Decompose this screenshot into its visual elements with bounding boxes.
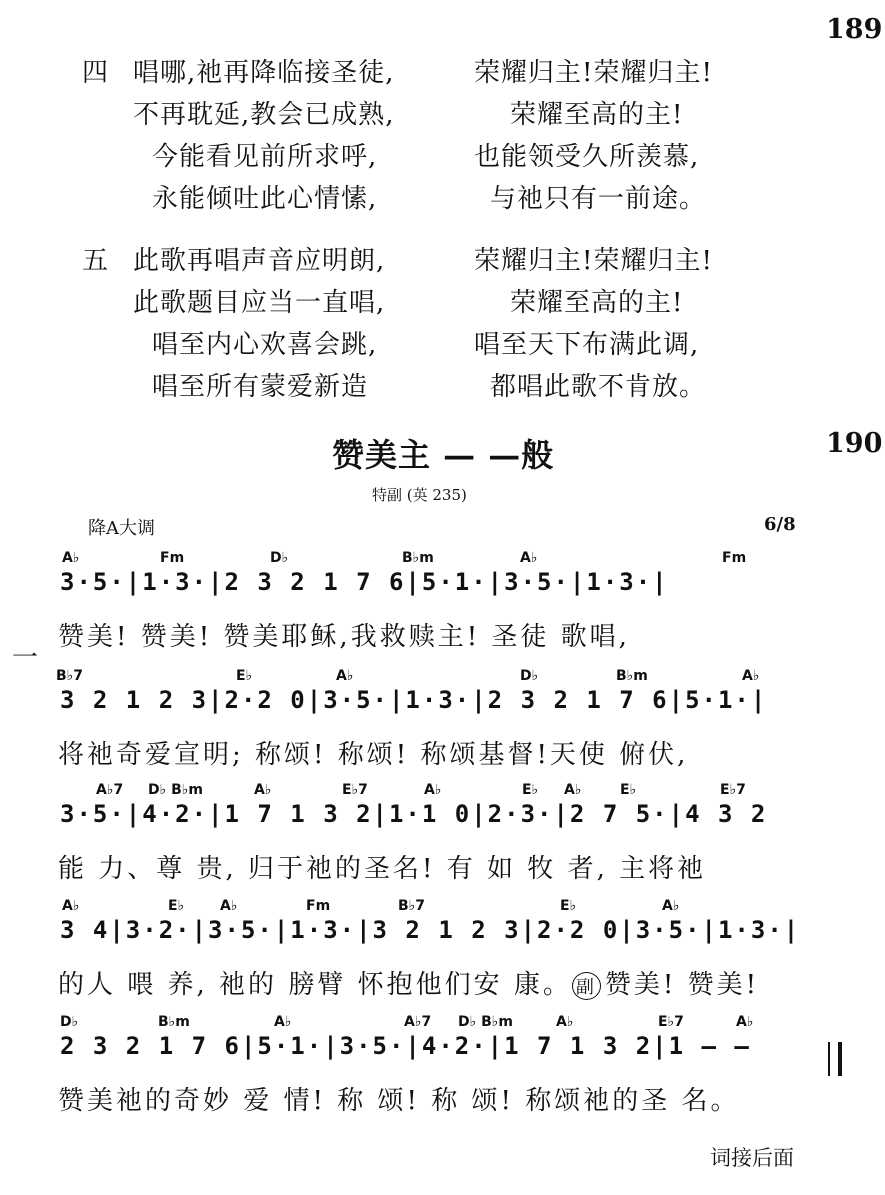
chord-symbol: A♭ [556, 1014, 574, 1030]
chord-symbol: Fm [306, 898, 331, 914]
verse4-left-1: 唱哪,祂再降临接圣徒, [133, 58, 395, 88]
chord-symbol: E♭ [236, 668, 253, 684]
final-barline [828, 1042, 842, 1076]
verse5-right-2: 荣耀至高的主! [510, 288, 684, 318]
chord-symbol: D♭ [270, 550, 289, 566]
verse4-right-4: 与祂只有一前途。 [490, 184, 707, 214]
chord-symbol: A♭ [336, 668, 354, 684]
chord-symbol: A♭ [254, 782, 272, 798]
chord-symbol: A♭ [736, 1014, 754, 1030]
refrain-start: 赞美! 赞美! [604, 970, 760, 1000]
hymn-title: 赞美主 — —般 [332, 436, 555, 474]
note-line: 2 3 2 1 7 6|5·1·|3·5·|4·2·|1 7 1 3 2|1 — — [60, 1032, 751, 1060]
score-row-2 [56, 668, 840, 778]
chord-symbol: A♭ [62, 550, 80, 566]
verse5-right-3: 唱至天下布满此调, [474, 330, 700, 360]
time-signature: 6/8 [764, 514, 796, 535]
note-line: 3 2 1 2 3|2·2 0|3·5·|1·3·|2 3 2 1 7 6|5·1·| [60, 686, 768, 714]
lyric-line: 赞美! 赞美! 赞美耶稣,我救赎主! 圣徒 歌唱, [58, 622, 630, 652]
verse5-right-1: 荣耀归主!荣耀归主! [474, 246, 713, 276]
verse5-left-1: 此歌再唱声音应明朗, [133, 246, 386, 276]
score-row-5 [60, 1014, 840, 1124]
note-line: 3·5·|4·2·|1 7 1 3 2|1·1 0|2·3·|2 7 5·|4 3 2 [60, 800, 768, 828]
note-line: 3 4|3·2·|3·5·|1·3·|3 2 1 2 3|2·2 0|3·5·|1·3·| [60, 916, 801, 944]
verse4-right-2: 荣耀至高的主! [510, 100, 684, 130]
score-row-1 [60, 550, 840, 660]
chord-symbol: A♭7 [96, 782, 124, 798]
chord-symbol: A♭ [424, 782, 442, 798]
verse5-right-4: 都唱此歌不肯放。 [490, 372, 707, 402]
chord-symbol: E♭ [168, 898, 185, 914]
chord-symbol: A♭ [220, 898, 238, 914]
chord-symbol: E♭7 [342, 782, 368, 798]
score-row-3 [60, 782, 840, 892]
verse4-right-3: 也能领受久所羡慕, [474, 142, 700, 172]
chord-symbol: A♭ [742, 668, 760, 684]
refrain-mark: 副 [572, 972, 601, 1000]
chord-symbol: B♭m [158, 1014, 190, 1030]
verse-number-5: 五 [82, 246, 110, 276]
lyric-line: 能 力、尊 贵, 归于祂的圣名! 有 如 牧 者, 主将祂 [58, 854, 707, 884]
chord-symbol: D♭ B♭m [148, 782, 203, 798]
hymn-number: 190 [826, 428, 883, 459]
verse4-left-2: 不再耽延,教会已成熟, [133, 100, 395, 130]
chord-symbol: Fm [160, 550, 185, 566]
chord-symbol: E♭7 [658, 1014, 684, 1030]
key-signature: 降A大调 [88, 518, 155, 539]
verse-dash: 一 [12, 643, 39, 673]
verse4-left-3: 今能看见前所求呼, [152, 142, 378, 172]
note-line: 3·5·|1·3·|2 3 2 1 7 6|5·1·|3·5·|1·3·| [60, 568, 669, 596]
page-number: 189 [826, 14, 883, 45]
verse4-right-1: 荣耀归主!荣耀归主! [474, 58, 713, 88]
footer-note: 词接后面 [710, 1146, 794, 1170]
verse4-left-4: 永能倾吐此心情愫, [152, 184, 378, 214]
lyric-line: 将祂奇爱宣明; 称颂! 称颂! 称颂基督!天使 俯伏, [58, 740, 689, 770]
chord-symbol: E♭ [522, 782, 539, 798]
verse5-left-2: 此歌题目应当一直唱, [133, 288, 386, 318]
chord-symbol: E♭ [620, 782, 637, 798]
chord-symbol: A♭ [62, 898, 80, 914]
chord-symbol: D♭ [520, 668, 539, 684]
chord-symbol: A♭ [274, 1014, 292, 1030]
verse5-left-4: 唱至所有蒙爱新造 [152, 372, 369, 402]
chord-symbol: B♭m [616, 668, 648, 684]
chord-symbol: B♭7 [56, 668, 84, 684]
lyric-line [58, 964, 759, 1001]
lyric-line: 赞美祂的奇妙 爱 情! 称 颂! 称 颂! 称颂祂的圣 名。 [58, 1086, 740, 1116]
verse5-left-3: 唱至内心欢喜会跳, [152, 330, 378, 360]
chord-symbol: A♭ [564, 782, 582, 798]
chord-symbol: D♭ B♭m [458, 1014, 513, 1030]
chord-symbol: D♭ [60, 1014, 79, 1030]
chord-symbol: B♭7 [398, 898, 426, 914]
hymn-subtitle: 特副 (英 235) [372, 486, 467, 504]
verse-number-4: 四 [82, 58, 110, 88]
chord-symbol: A♭ [662, 898, 680, 914]
chord-symbol: E♭ [560, 898, 577, 914]
chord-symbol: B♭m [402, 550, 434, 566]
chord-symbol: A♭7 [404, 1014, 432, 1030]
score-row-4 [60, 898, 840, 1008]
lyric-text: 的人 喂 养, 祂的 膀臂 怀抱他们安 康。 [58, 970, 572, 1000]
chord-symbol: Fm [722, 550, 747, 566]
chord-symbol: A♭ [520, 550, 538, 566]
chord-symbol: E♭7 [720, 782, 746, 798]
